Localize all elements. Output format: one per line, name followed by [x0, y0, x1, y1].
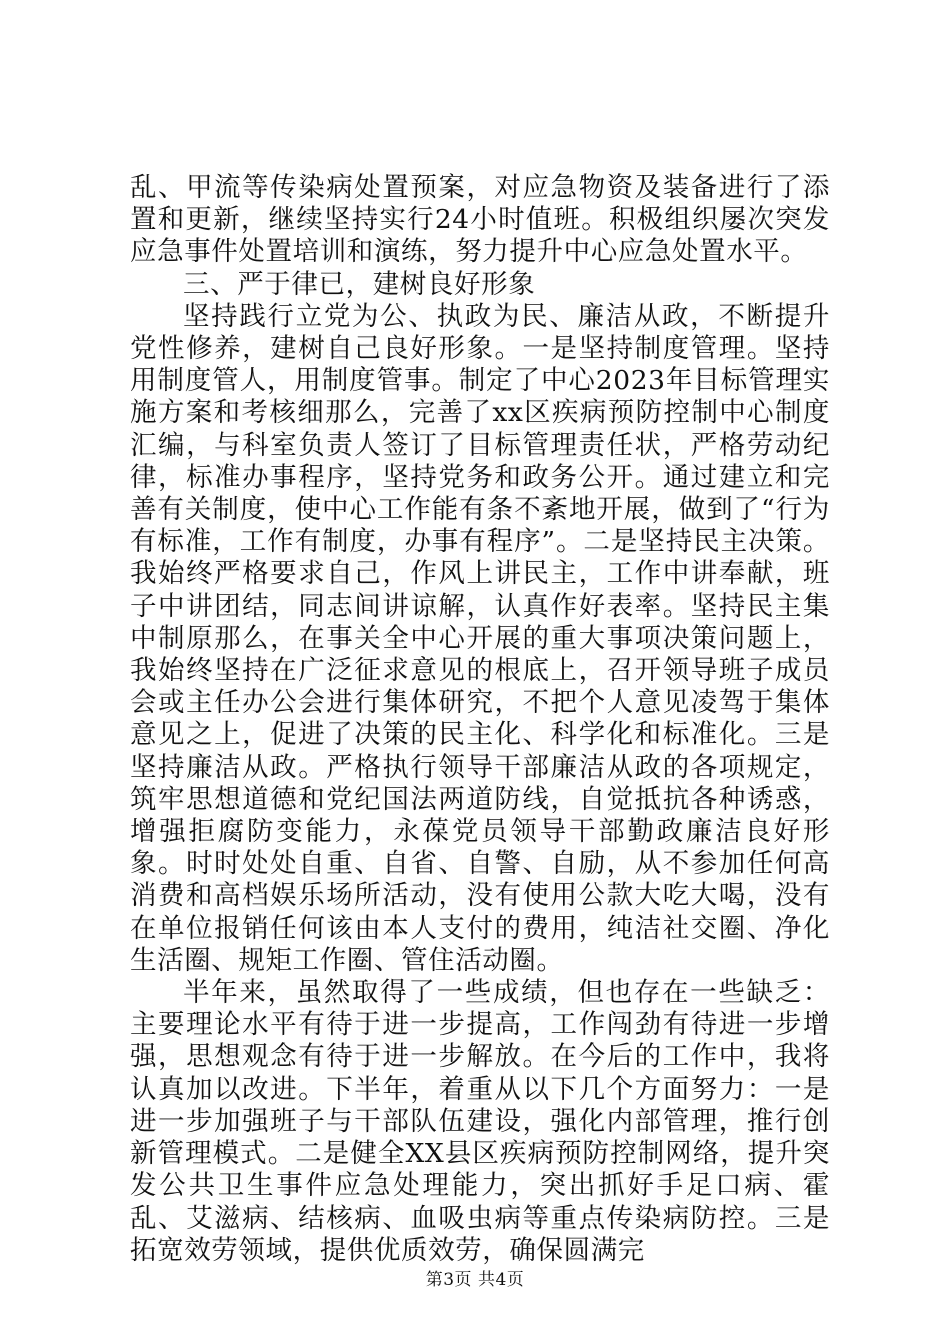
section-heading: 三、严于律已，建树良好形象 — [183, 268, 536, 300]
paragraph: 半年来，虽然取得了一些成绩，但也存在一些缺乏：主要理论水平有待于进一步提高，工作闯劲有待进一步增强，思想观念有待于进一步解放。在今后的工作中，我将认真加以改进。下半年，着重从以下几个方面努力：一是进一步加强班子与干部队伍建设，强化内部管理，推行创新管理模式。二是健全XX县区疾病预防控制网络，提升突发公共卫生事件应急处理能力，突出抓好手足口病、霍乱、艾滋病、结核病、血吸虫病等重点传染病防控。三是拓宽效劳领域，提供优质效劳，确保圆满完 — [130, 977, 830, 1266]
page-number: 第3页 共4页 — [425, 1270, 525, 1290]
paragraph: 坚持践行立党为公、执政为民、廉洁从政，不断提升党性修养，建树自己良好形象。一是坚持制度管理。坚持用制度管人，用制度管事。制定了中心2023年目标管理实施方案和考核细那么，完善了xx区疾病预防控制中心制度汇编，与科室负责人签订了目标管理责任状，严格劳动纪律，标准办事程序，坚持党务和政务公开。通过建立和完善有关制度，使中心工作能有条不紊地开展，做到了“行为有标准，工作有制度，办事有程序”。二是坚持民主决策。我始终严格要求自己，作风上讲民主，工作中讲奉献，班子中讲团结，同志间讲谅解，认真作好表率。坚持民主集中制原那么，在事关全中心开展的重大事项决策问题上，我始终坚持在广泛征求意见的根底上，召开领导班子成员会或主任办公会进行集体研究，不把个人意见凌驾于集体意见之上，促进了决策的民主化、科学化和标准化。三是坚持廉洁从政。严格执行领导干部廉洁从政的各项规定，筑牢思想道德和党纪国法两道防线，自觉抵抗各种诱惑，增强拒腐防变能力，永葆党员领导干部勤政廉洁良好形象。时时处处自重、自省、自警、自励，从不参加任何高消费和高档娱乐场所活动，没有使用公款大吃大喝，没有在单位报销任何该由本人支付的费用，纯洁社交圈、净化生活圈、规矩工作圈、管住活动圈。 — [130, 300, 830, 976]
document-body — [130, 172, 830, 1267]
paragraph-continuation: 乱、甲流等传染病处置预案，对应急物资及装备进行了添置和更新，继续坚持实行24小时值班。积极组织屡次突发应急事件处置培训和演练，努力提升中心应急处置水平。 — [130, 172, 830, 268]
